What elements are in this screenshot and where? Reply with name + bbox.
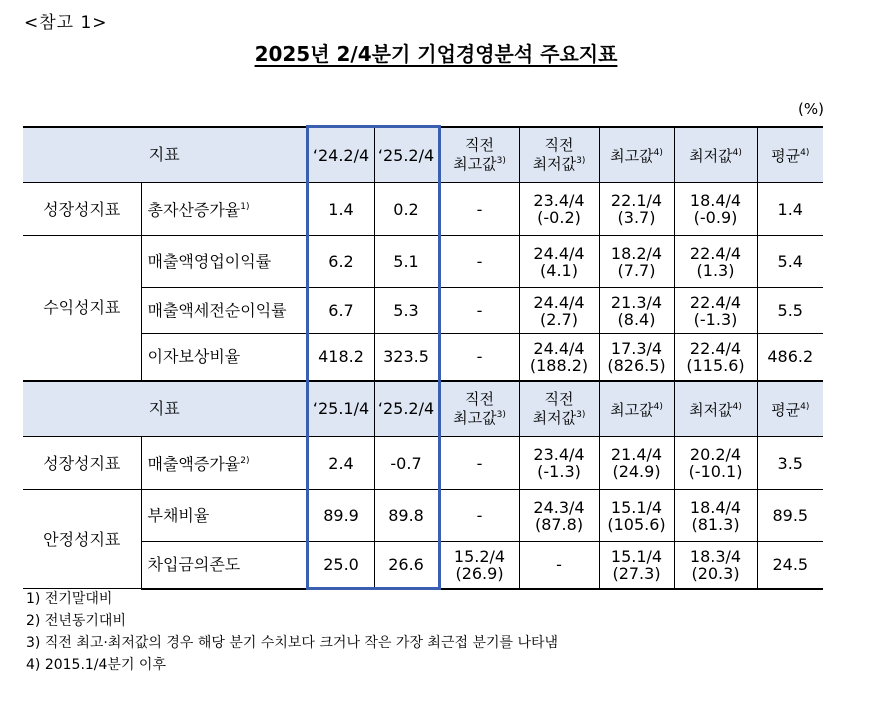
value-prev-low: 23.4/4 (-1.3) xyxy=(519,437,599,490)
table-row xyxy=(23,288,823,334)
value-prev-high: - xyxy=(439,183,519,236)
value-col2: 89.8 xyxy=(374,490,439,542)
value-min: 18.4/4 (-0.9) xyxy=(674,183,757,236)
value-col1: 25.0 xyxy=(307,542,374,589)
value-max: 15.1/4 (27.3) xyxy=(599,542,674,589)
footnote-1: 1) 전기말대비 xyxy=(26,591,113,607)
value-avg: 24.5 xyxy=(757,542,823,589)
value-avg: 5.5 xyxy=(757,288,823,334)
value-prev-low: 24.4/4 (188.2) xyxy=(519,334,599,381)
header-col2: ‘25.2/4 xyxy=(374,127,439,183)
value-prev-high: - xyxy=(439,490,519,542)
table-row xyxy=(23,542,823,589)
value-col2: -0.7 xyxy=(374,437,439,490)
header-prev-low: 직전 최저값$^{3)}$ xyxy=(519,381,599,437)
header-col1: ‘24.2/4 xyxy=(307,127,374,183)
header-row-1 xyxy=(23,127,823,183)
value-max: 18.2/4 (7.7) xyxy=(599,236,674,288)
footnote-2: 2) 전년동기대비 xyxy=(26,613,126,629)
reference-label: <참고 1> xyxy=(24,13,108,33)
category-cell: 안정성지표 xyxy=(23,490,141,589)
header-col2: ‘25.2/4 xyxy=(374,381,439,437)
value-min: 20.2/4 (-10.1) xyxy=(674,437,757,490)
value-col2: 323.5 xyxy=(374,334,439,381)
value-prev-low: 24.3/4 (87.8) xyxy=(519,490,599,542)
value-col1: 418.2 xyxy=(307,334,374,381)
value-avg: 89.5 xyxy=(757,490,823,542)
value-col1: 6.7 xyxy=(307,288,374,334)
value-prev-low: - xyxy=(519,542,599,589)
header-avg: 평균$^{4)}$ xyxy=(757,127,823,183)
value-prev-high: - xyxy=(439,437,519,490)
value-prev-low: 24.4/4 (2.7) xyxy=(519,288,599,334)
value-col2: 26.6 xyxy=(374,542,439,589)
value-avg: 1.4 xyxy=(757,183,823,236)
value-max: 21.3/4 (8.4) xyxy=(599,288,674,334)
value-max: 17.3/4 (826.5) xyxy=(599,334,674,381)
value-min: 22.4/4 (115.6) xyxy=(674,334,757,381)
category-cell: 성장성지표 xyxy=(23,437,141,490)
value-col1: 89.9 xyxy=(307,490,374,542)
category-cell: 수익성지표 xyxy=(23,236,141,381)
indicator-cell: 총자산증가율$^{1)}$ xyxy=(141,183,307,236)
footnotes xyxy=(26,588,558,676)
value-prev-high: - xyxy=(439,236,519,288)
value-min: 22.4/4 (1.3) xyxy=(674,236,757,288)
value-avg: 486.2 xyxy=(757,334,823,381)
footnote-4: 4) 2015.1/4분기 이후 xyxy=(26,657,166,673)
footnote-3: 3) 직전 최고·최저값의 경우 해당 분기 수치보다 크거나 작은 가장 최근접 분기를 나타냄 xyxy=(26,635,559,651)
header-min: 최저값$^{4)}$ xyxy=(674,381,757,437)
header-indicator: 지표 xyxy=(23,381,307,437)
value-prev-high: 15.2/4 (26.9) xyxy=(439,542,519,589)
header-prev-high: 직전 최고값$^{3)}$ xyxy=(439,381,519,437)
value-max: 22.1/4 (3.7) xyxy=(599,183,674,236)
value-col1: 1.4 xyxy=(307,183,374,236)
header-col1: ‘25.1/4 xyxy=(307,381,374,437)
value-min: 18.4/4 (81.3) xyxy=(674,490,757,542)
table-row xyxy=(23,490,823,542)
value-col1: 6.2 xyxy=(307,236,374,288)
header-max: 최고값$^{4)}$ xyxy=(599,381,674,437)
indicator-cell: 이자보상비율 xyxy=(141,334,307,381)
value-col1: 2.4 xyxy=(307,437,374,490)
unit-label: (%) xyxy=(798,100,824,118)
value-avg: 5.4 xyxy=(757,236,823,288)
header-min: 최저값$^{4)}$ xyxy=(674,127,757,183)
indicator-cell: 매출액세전순이익률 xyxy=(141,288,307,334)
value-min: 22.4/4 (-1.3) xyxy=(674,288,757,334)
indicator-cell: 매출액증가율$^{2)}$ xyxy=(141,437,307,490)
value-max: 15.1/4 (105.6) xyxy=(599,490,674,542)
indicators-table xyxy=(23,125,823,590)
table-row xyxy=(23,334,823,381)
header-indicator: 지표 xyxy=(23,127,307,183)
header-avg: 평균$^{4)}$ xyxy=(757,381,823,437)
value-avg: 3.5 xyxy=(757,437,823,490)
header-prev-low: 직전 최저값$^{3)}$ xyxy=(519,127,599,183)
value-col2: 5.1 xyxy=(374,236,439,288)
indicator-cell: 매출액영업이익률 xyxy=(141,236,307,288)
value-min: 18.3/4 (20.3) xyxy=(674,542,757,589)
table-row xyxy=(23,437,823,490)
table-row xyxy=(23,183,823,236)
indicator-cell: 부채비율 xyxy=(141,490,307,542)
table-row xyxy=(23,236,823,288)
page-title: 2025년 2/4분기 기업경영분석 주요지표 xyxy=(254,42,618,66)
value-col2: 0.2 xyxy=(374,183,439,236)
value-col2: 5.3 xyxy=(374,288,439,334)
value-prev-high: - xyxy=(439,334,519,381)
value-prev-high: - xyxy=(439,288,519,334)
category-cell: 성장성지표 xyxy=(23,183,141,236)
value-max: 21.4/4 (24.9) xyxy=(599,437,674,490)
header-max: 최고값$^{4)}$ xyxy=(599,127,674,183)
header-row-2 xyxy=(23,381,823,437)
value-prev-low: 24.4/4 (4.1) xyxy=(519,236,599,288)
value-prev-low: 23.4/4 (-0.2) xyxy=(519,183,599,236)
header-prev-high: 직전 최고값$^{3)}$ xyxy=(439,127,519,183)
indicator-cell: 차입금의존도 xyxy=(141,542,307,589)
